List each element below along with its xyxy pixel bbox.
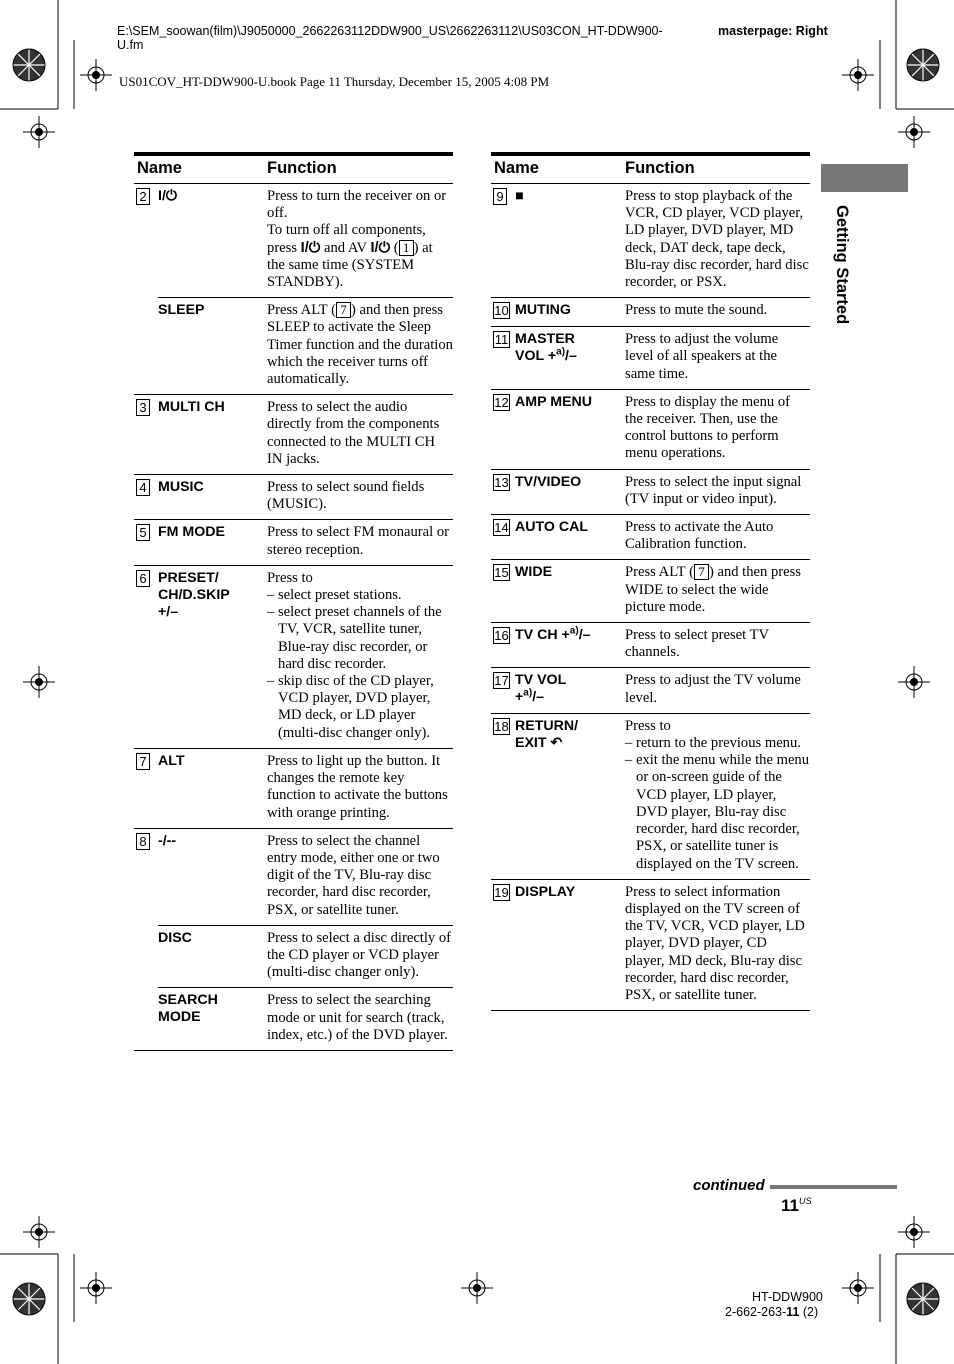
table-row (134, 748, 453, 828)
table-row (134, 925, 453, 988)
function-header: Function (621, 154, 810, 184)
item-number (491, 623, 515, 668)
registration-mark-icon (23, 116, 55, 148)
part-number-prefix: 2-662-263- (725, 1305, 787, 1319)
function-header: Function (263, 154, 453, 184)
item-number (491, 469, 515, 514)
item-number (134, 988, 158, 1051)
table-row (491, 469, 810, 514)
button-function: Press to – select preset stations. – select preset channels of the TV, VCR, satellite tuner, Blue-ray disc recorder, or hard disc recorder. – skip disc of the CD player, VCD player, DVD player, MD deck, or LD player (multi-disc changer only). (263, 565, 453, 748)
button-name: SLEEP (158, 298, 263, 395)
button-name: I/⏻ (158, 184, 263, 298)
button-function: Press ALT ( 7 ) and then press WIDE to select the wide picture mode. (621, 560, 810, 623)
table-row (134, 988, 453, 1051)
button-function: Press to adjust the volume level of all speakers at the same time. (621, 327, 810, 390)
table-row (491, 184, 810, 298)
table-row (134, 520, 453, 565)
table-row (491, 560, 810, 623)
button-function: Press to select the audio directly from the components connected to the MULTI CH IN jacks. (263, 395, 453, 475)
table-row (134, 565, 453, 748)
button-function: Press to display the menu of the receiver. Then, use the control buttons to perform menu operations. (621, 389, 810, 469)
table-row (491, 879, 810, 1010)
button-name: AMP MENU (515, 389, 621, 469)
section-tab-label: Getting Started (833, 205, 851, 325)
item-number (134, 475, 158, 520)
item-number (134, 565, 158, 748)
callout-number: 16 (494, 628, 509, 644)
callout-number: 6 (136, 570, 150, 587)
button-function: Press ALT ( 7 ) and then press SLEEP to activate the Sleep Timer function and the duration which the receiver turns off automatically. (263, 298, 453, 395)
name-header: Name (491, 154, 621, 184)
button-name: PRESET/ CH/D.SKIP +/– (158, 565, 263, 748)
callout-number: 18 (494, 718, 509, 734)
callout-number: 5 (136, 524, 150, 541)
item-number (134, 925, 158, 988)
registration-mark-icon (898, 1216, 930, 1248)
name-header: Name (134, 154, 263, 184)
star-target-icon (906, 1282, 940, 1316)
item-number (134, 828, 158, 925)
item-number (134, 748, 158, 828)
button-function: Press to stop playback of the VCR, CD player, VCD player, LD player, DVD player, MD deck, DAT deck, tape deck, Blu-ray disc recorder, hard disc recorder, or PSX. (621, 184, 810, 298)
table-row (134, 184, 453, 298)
button-name: -/-- (158, 828, 263, 925)
button-function: Press to activate the Auto Calibration function. (621, 515, 810, 560)
button-name: MUSIC (158, 475, 263, 520)
button-name: RETURN/ EXIT ↶ (515, 713, 621, 879)
button-function: Press to select the searching mode or unit for search (track, index, etc.) of the DVD player. (263, 988, 453, 1051)
registration-mark-icon (80, 59, 112, 91)
continued-rule (770, 1185, 897, 1189)
registration-mark-icon (461, 1272, 493, 1304)
table-row (134, 395, 453, 475)
button-name: TV CH +$^{a)}$/– (515, 623, 621, 668)
button-name: ■ (515, 184, 621, 298)
table-row (491, 327, 810, 390)
left-table-body (134, 184, 453, 1051)
button-name: TV/VIDEO (515, 469, 621, 514)
callout-number: 15 (494, 565, 509, 581)
table-row (491, 713, 810, 879)
callout-number: 13 (494, 474, 509, 490)
item-number (491, 879, 515, 1010)
table-row (491, 623, 810, 668)
registration-mark-icon (898, 116, 930, 148)
button-name: MULTI CH (158, 395, 263, 475)
table-row (134, 298, 453, 395)
button-name: DISC (158, 925, 263, 988)
item-number (134, 298, 158, 395)
button-function: Press to adjust the TV volume level. (621, 668, 810, 713)
callout-number: 17 (494, 673, 509, 689)
callout-number: 19 (494, 884, 509, 900)
callout-number: 9 (493, 188, 507, 205)
registration-mark-icon (842, 1272, 874, 1304)
button-function: Press to select information displayed on the TV screen of the TV, VCR, VCD player, LD player, DVD player, CD player, MD deck, Blu-ray disc recorder, hard disc recorder, PSX, or satellite tuner. (621, 879, 810, 1010)
model-number: HT-DDW900 (752, 1290, 823, 1304)
callout-number: 12 (494, 394, 509, 410)
button-name: WIDE (515, 560, 621, 623)
button-function: Press to select FM monaural or stereo reception. (263, 520, 453, 565)
part-number-page: 11 (786, 1305, 800, 1319)
button-function: Press to select a disc directly of the CD player or VCD player (multi-disc changer only). (263, 925, 453, 988)
page-number-value: 11 (781, 1196, 799, 1215)
registration-mark-icon (23, 666, 55, 698)
callout-number: 8 (136, 833, 150, 850)
table-row (491, 298, 810, 327)
table-row (491, 389, 810, 469)
table-row (491, 668, 810, 713)
callout-number: 10 (494, 303, 509, 319)
book-info-line: US01COV_HT-DDW900-U.book Page 11 Thursday, December 15, 2005 4:08 PM (119, 74, 550, 89)
star-target-icon (12, 1282, 46, 1316)
button-function: Press to turn the receiver on or off. To turn off all components, press I/⏻ and AV I/⏻ ( 1 ) at the same time (SYSTEM STANDBY). (263, 184, 453, 298)
registration-mark-icon (23, 1216, 55, 1248)
file-path: E:\SEM_soowan(film)\J9050000_2662263112DDW900_US\2662263112\US03CON_HT-DDW900-U.fm (117, 24, 663, 52)
table-row (134, 828, 453, 925)
callout-number: 3 (136, 399, 150, 416)
callout-number: 4 (136, 479, 150, 496)
button-function: Press to light up the button. It changes the remote key function to activate the buttons with orange printing. (263, 748, 453, 828)
button-function: Press to select preset TV channels. (621, 623, 810, 668)
section-tab-bar (821, 164, 908, 192)
item-number (491, 515, 515, 560)
button-function: Press to – return to the previous menu. – exit the menu while the menu or on-screen guide of the VCD player, LD player, DVD player, Blu-ray disc recorder, hard disc recorder, PSX, or satellite tuner is displayed on the TV screen. (621, 713, 810, 879)
callout-number: 11 (494, 332, 509, 348)
button-name: AUTO CAL (515, 515, 621, 560)
button-name: MASTER VOL +$^{a)}$/– (515, 327, 621, 390)
page-number-suffix: US (798, 1196, 812, 1206)
part-number (725, 1305, 818, 1319)
item-number (134, 395, 158, 475)
button-name: ALT (158, 748, 263, 828)
button-name: TV VOL +$^{a)}$/– (515, 668, 621, 713)
star-target-icon (12, 48, 46, 82)
registration-mark-icon (898, 666, 930, 698)
callout-number: 14 (494, 520, 509, 536)
registration-mark-icon (842, 59, 874, 91)
item-number (491, 713, 515, 879)
callout-number: 2 (136, 188, 150, 205)
registration-mark-icon (80, 1272, 112, 1304)
continued-label: continued (693, 1177, 765, 1194)
left-function-table (134, 152, 453, 1051)
right-table-body (491, 184, 810, 1011)
button-function: Press to select the input signal (TV input or video input). (621, 469, 810, 514)
callout-number: 7 (136, 753, 150, 770)
item-number (134, 184, 158, 298)
item-number (134, 520, 158, 565)
button-name: DISPLAY (515, 879, 621, 1010)
part-number-suffix: (2) (799, 1305, 819, 1319)
button-function: Press to select sound fields (MUSIC). (263, 475, 453, 520)
table-row (134, 475, 453, 520)
right-function-table (491, 152, 810, 1011)
item-number (491, 668, 515, 713)
item-number (491, 184, 515, 298)
button-function: Press to select the channel entry mode, either one or two digit of the TV, Blu-ray disc recorder, hard disc recorder, PSX, or satellite tuner. (263, 828, 453, 925)
button-name: MUTING (515, 298, 621, 327)
page-number (781, 1196, 812, 1216)
table-row (491, 515, 810, 560)
item-number (491, 560, 515, 623)
item-number (491, 389, 515, 469)
masterpage-label: masterpage: Right (718, 24, 828, 38)
button-name: FM MODE (158, 520, 263, 565)
item-number (491, 298, 515, 327)
button-name: SEARCH MODE (158, 988, 263, 1051)
star-target-icon (906, 48, 940, 82)
item-number (491, 327, 515, 390)
button-function: Press to mute the sound. (621, 298, 810, 327)
